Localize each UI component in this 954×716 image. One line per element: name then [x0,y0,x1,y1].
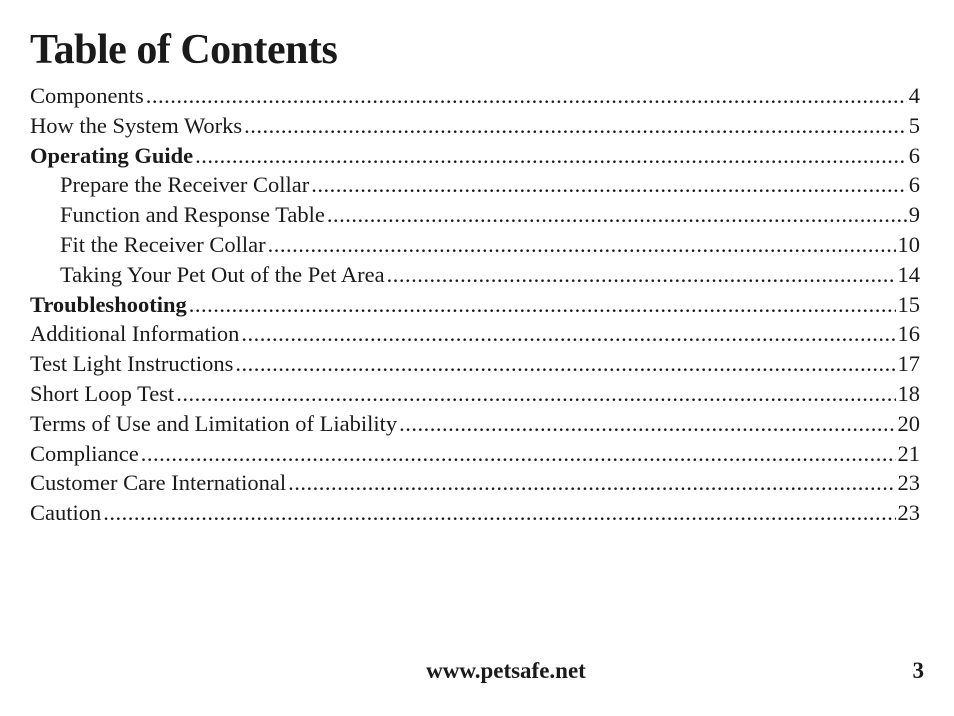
toc-entry [30,230,920,260]
toc-dot-leader [311,170,906,200]
toc-entry-page-number: 10 [897,231,920,257]
toc-entry-label: Troubleshooting [30,291,187,317]
toc-entry [30,111,920,141]
toc-entry-page-number: 15 [897,291,920,317]
toc-dot-leader [327,200,907,230]
toc-entry-label: Components [30,83,144,108]
toc-dot-leader [268,230,896,260]
toc-entry-page-number: 9 [908,202,920,228]
toc-entry-page-number: 18 [897,380,920,406]
toc-entry [30,170,920,200]
toc-dot-leader [288,468,895,498]
toc-entry-label: Function and Response Table [60,202,325,228]
toc-entry [30,468,920,498]
toc-dot-leader [189,290,896,320]
table-of-contents [30,81,920,528]
toc-entry-page-number: 14 [897,261,920,287]
toc-dot-leader [241,319,895,349]
toc-entry [30,349,920,379]
toc-entry [30,141,920,171]
toc-entry-label: Compliance [30,440,139,466]
toc-entry [30,290,920,320]
toc-entry-page-number: 5 [908,112,920,138]
toc-entry [30,439,920,469]
toc-entry-label: Test Light Instructions [30,351,234,377]
toc-entry-label: Prepare the Receiver Collar [60,172,310,198]
toc-entry-page-number: 16 [897,321,920,347]
toc-dot-leader [399,409,895,439]
toc-dot-leader [176,379,895,409]
footer-website-url: www.petsafe.net [426,658,586,683]
toc-entry-label: Caution [30,500,102,526]
toc-entry-page-number: 17 [897,351,920,377]
toc-entry-label: Taking Your Pet Out of the Pet Area [60,261,385,287]
toc-dot-leader [387,260,896,290]
toc-entry-label: How the System Works [30,112,243,138]
toc-entry [30,319,920,349]
toc-dot-leader [103,498,895,528]
toc-entry [30,260,920,290]
toc-entry-page-number: 23 [897,470,920,496]
toc-entry [30,81,920,111]
toc-entry [30,409,920,439]
toc-entry-label: Fit the Receiver Collar [60,231,266,257]
toc-entry [30,200,920,230]
toc-entry-page-number: 21 [897,440,920,466]
toc-entry-label: Short Loop Test [30,380,175,406]
toc-dot-leader [195,141,907,171]
toc-entry-page-number: 4 [908,83,920,108]
page-title: Table of Contents [30,27,338,73]
toc-entry [30,379,920,409]
toc-entry-page-number: 20 [897,410,920,436]
footer-page-number: 3 [912,658,924,683]
toc-dot-leader [235,349,895,379]
toc-entry-label: Operating Guide [30,142,194,168]
toc-dot-leader [244,111,907,141]
toc-entry-page-number: 6 [908,142,920,168]
toc-dot-leader [146,81,907,111]
toc-entry [30,498,920,528]
toc-dot-leader [141,439,896,469]
toc-entry-label: Additional Information [30,321,240,347]
toc-entry-label: Terms of Use and Limitation of Liability [30,410,398,436]
toc-entry-page-number: 23 [897,500,920,526]
toc-entry-page-number: 6 [908,172,920,198]
toc-entry-label: Customer Care International [30,470,287,496]
